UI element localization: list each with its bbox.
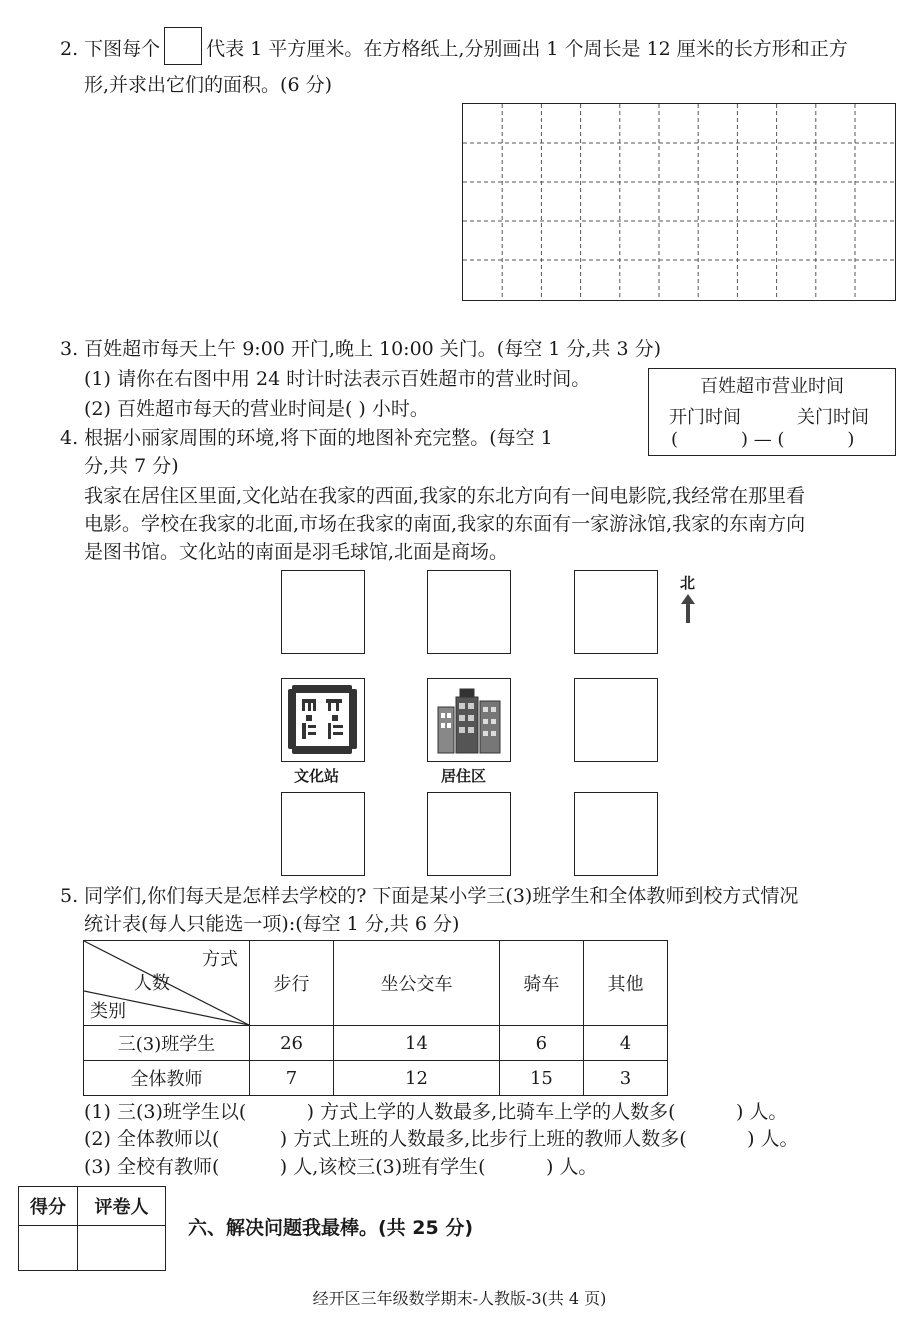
score-input-cell[interactable] bbox=[19, 1226, 78, 1271]
q3-sub2: (2) 百姓超市每天的营业时间是( ) 小时。 bbox=[84, 398, 429, 420]
q4-para2: 电影。学校在我家的北面,市场在我家的南面,我家的东面有一家游泳馆,我家的东南方向 bbox=[84, 513, 806, 535]
hours-title: 百姓超市营业时间 bbox=[700, 376, 844, 397]
open-time-label: 开门时间 bbox=[669, 407, 741, 428]
section6-heading: 六、解决问题我最棒。(共 25 分) bbox=[188, 1217, 474, 1239]
table-row bbox=[84, 1061, 668, 1096]
grader-label: 评卷人 bbox=[78, 1187, 166, 1226]
table-cell: 15 bbox=[499, 1061, 583, 1096]
unit-square-icon bbox=[164, 27, 202, 65]
map-box-se[interactable] bbox=[574, 792, 658, 876]
building-icon bbox=[428, 679, 509, 760]
grid-lines bbox=[463, 104, 894, 299]
corner-category: 类别 bbox=[90, 1001, 126, 1022]
q4-para3: 是图书馆。文化站的南面是羽毛球馆,北面是商场。 bbox=[84, 541, 509, 563]
table-cell: 3 bbox=[583, 1061, 667, 1096]
row-label: 全体教师 bbox=[84, 1061, 250, 1096]
business-hours-box bbox=[648, 368, 896, 456]
table-cell: 6 bbox=[499, 1026, 583, 1061]
table-cell: 14 bbox=[334, 1026, 500, 1061]
q5-sub2: (2) 全体教师以( ) 方式上班的人数最多,比步行上班的教师人数多( ) 人。 bbox=[84, 1128, 799, 1150]
q5-line2: 统计表(每人只能选一项):(每空 1 分,共 6 分) bbox=[84, 913, 460, 935]
table-cell: 7 bbox=[250, 1061, 334, 1096]
q2-line2: 形,并求出它们的面积。(6 分) bbox=[84, 74, 332, 96]
label-residential: 居住区 bbox=[441, 767, 487, 785]
map-box-nw[interactable] bbox=[281, 570, 365, 654]
time-blanks[interactable]: ( ) — ( ) bbox=[671, 429, 855, 450]
q2-line1 bbox=[60, 31, 848, 69]
map-box-ne[interactable] bbox=[574, 570, 658, 654]
q2-pre: 2. 下图每个 bbox=[60, 38, 161, 60]
score-label: 得分 bbox=[19, 1187, 78, 1226]
q5-sub3: (3) 全校有教师( ) 人,该校三(3)班有学生( ) 人。 bbox=[84, 1156, 598, 1178]
map-box-culture-station bbox=[281, 678, 365, 762]
map-box-s[interactable] bbox=[427, 792, 511, 876]
label-culture-station: 文化站 bbox=[294, 767, 340, 785]
q3-line1: 3. 百姓超市每天上午 9:00 开门,晚上 10:00 关门。(每空 1 分,共 3 分) bbox=[60, 338, 661, 360]
grid-paper[interactable] bbox=[462, 103, 896, 301]
q2-post: 代表 1 平方厘米。在方格纸上,分别画出 1 个周长是 12 厘米的长方形和正方 bbox=[206, 38, 848, 60]
table-cell: 26 bbox=[250, 1026, 334, 1061]
q5-sub1: (1) 三(3)班学生以( ) 方式上学的人数最多,比骑车上学的人数多( ) 人。 bbox=[84, 1101, 788, 1123]
q4-line2: 分,共 7 分) bbox=[84, 455, 179, 477]
map-box-e[interactable] bbox=[574, 678, 658, 762]
grader-input-cell[interactable] bbox=[78, 1226, 166, 1271]
table-header-row bbox=[84, 941, 668, 1026]
stats-table bbox=[83, 940, 668, 1096]
corner-count: 人数 bbox=[134, 973, 170, 994]
q4-para1: 我家在居住区里面,文化站在我家的西面,我家的东北方向有一间电影院,我经常在那里看 bbox=[84, 485, 806, 507]
row-label: 三(3)班学生 bbox=[84, 1026, 250, 1061]
score-box bbox=[18, 1186, 166, 1271]
map-box-residential bbox=[427, 678, 511, 762]
q3-sub1: (1) 请你在右图中用 24 时计时法表示百姓超市的营业时间。 bbox=[84, 368, 591, 390]
q5-line1: 5. 同学们,你们每天是怎样去学校的? 下面是某小学三(3)班学生和全体教师到校方式情况 bbox=[60, 885, 799, 907]
table-cell: 4 bbox=[583, 1026, 667, 1061]
header-cell: 坐公交车 bbox=[334, 941, 500, 1026]
north-label: 北 bbox=[680, 574, 696, 592]
culture-station-icon bbox=[282, 679, 363, 760]
corner-method: 方式 bbox=[202, 949, 238, 970]
q4-line1: 4. 根据小丽家周围的环境,将下面的地图补充完整。(每空 1 bbox=[60, 427, 553, 449]
page-footer: 经开区三年级数学期末-人教版-3(共 4 页) bbox=[312, 1289, 607, 1308]
map-box-sw[interactable] bbox=[281, 792, 365, 876]
close-time-label: 关门时间 bbox=[797, 407, 869, 428]
corner-cell bbox=[84, 941, 250, 1026]
north-arrow-icon bbox=[680, 594, 696, 624]
header-cell: 其他 bbox=[583, 941, 667, 1026]
header-cell: 步行 bbox=[250, 941, 334, 1026]
header-cell: 骑车 bbox=[499, 941, 583, 1026]
table-row bbox=[84, 1026, 668, 1061]
table-cell: 12 bbox=[334, 1061, 500, 1096]
map-box-n[interactable] bbox=[427, 570, 511, 654]
